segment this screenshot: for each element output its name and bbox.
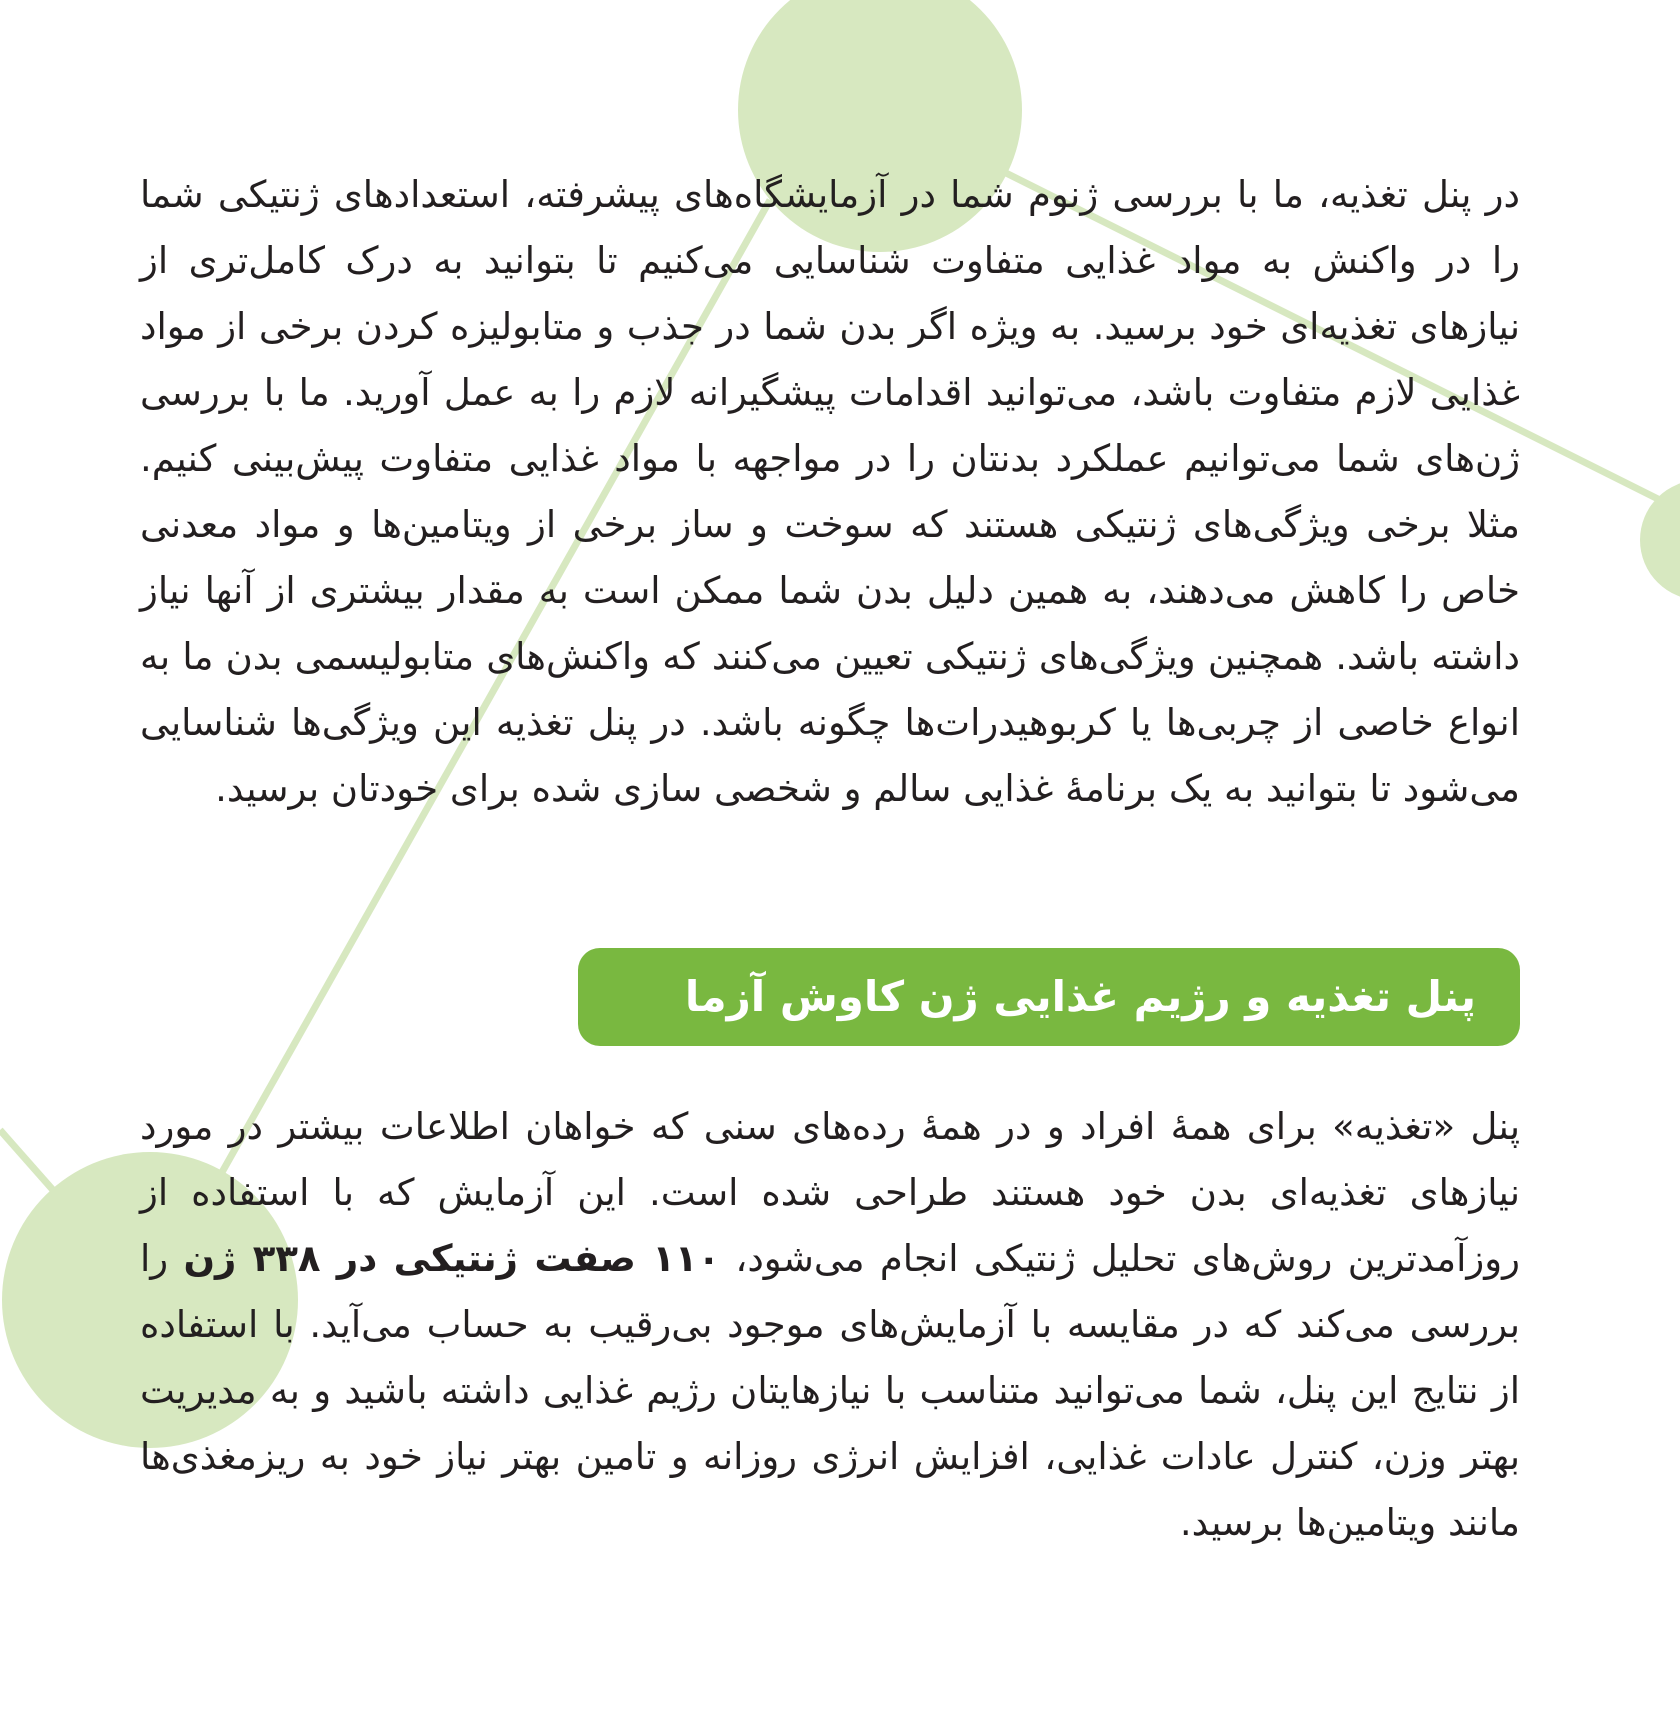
- body-text-start: پنل «تغذیه» برای همهٔ افراد و در همهٔ رده‌های سنی که خواهان اطلاعات بیشتر در مورد نیازهای تغذیه‌ای بدن خود هستند طراحی شده است. این آزمایش که با استفاده از روزآمدترین روش‌های تحلیل ژنتیکی انجام می‌شود،: [140, 1105, 1521, 1280]
- section-heading: پنل تغذیه و رژیم غذایی ژن کاوش آزما: [684, 972, 1476, 1021]
- intro-section: [140, 162, 1520, 822]
- decor-circle-right: [1640, 480, 1680, 600]
- section-heading-banner: [578, 948, 1520, 1046]
- intro-paragraph: در پنل تغذیه، ما با بررسی ژنوم شما در آزمایشگاه‌های پیشرفته، استعدادهای ژنتیکی شما را در واکنش به مواد غذایی متفاوت شناسایی می‌کنیم تا بتوانید به درک کامل‌تری از نیازهای تغذیه‌ای خود برسید. به ویژه اگر بدن شما در جذب و متابولیزه کردن برخی از مواد غذایی لازم متفاوت باشد، می‌توانید اقدامات پیشگیرانه لازم را به عمل آورید. ما با بررسی ژن‌های شما می‌توانیم عملکرد بدنتان را در مواجهه با مواد غذایی متفاوت پیش‌بینی کنیم. مثلا برخی ویژگی‌های ژنتیکی هستند که سوخت و ساز برخی از ویتامین‌ها و مواد معدنی خاص را کاهش می‌دهند، به همین دلیل بدن شما ممکن است به مقدار بیشتری از آنها نیاز داشته باشد. همچنین ویژگی‌های ژنتیکی تعیین می‌کنند که واکنش‌های متابولیسمی بدن ما به انواع خاصی از چربی‌ها یا کربوهیدرات‌ها چگونه باشد. در پنل تغذیه این ویژگی‌ها شناسایی می‌شود تا بتوانید به یک برنامهٔ غذایی سالم و شخصی سازی شده برای خودتان برسید.: [140, 173, 1520, 810]
- body-section: [140, 1094, 1520, 1556]
- body-text-end: را بررسی می‌کند که در مقایسه با آزمایش‌های موجود بی‌رقیب به حساب می‌آید. با استفاده از نتایج این پنل، شما می‌توانید متناسب با نیازهایتان رژیم غذایی داشته باشید و به مدیریت بهتر وزن، کنترل عادات غذایی، افزایش انرژی روزانه و تامین بهتر نیاز خود به ریزمغذی‌ها مانند ویتامین‌ها برسید.: [140, 1237, 1520, 1544]
- body-paragraph: [140, 1094, 1520, 1556]
- highlighted-stat: ۱۱۰ صفت ژنتیکی در ۳۳۸ ژن: [183, 1237, 721, 1280]
